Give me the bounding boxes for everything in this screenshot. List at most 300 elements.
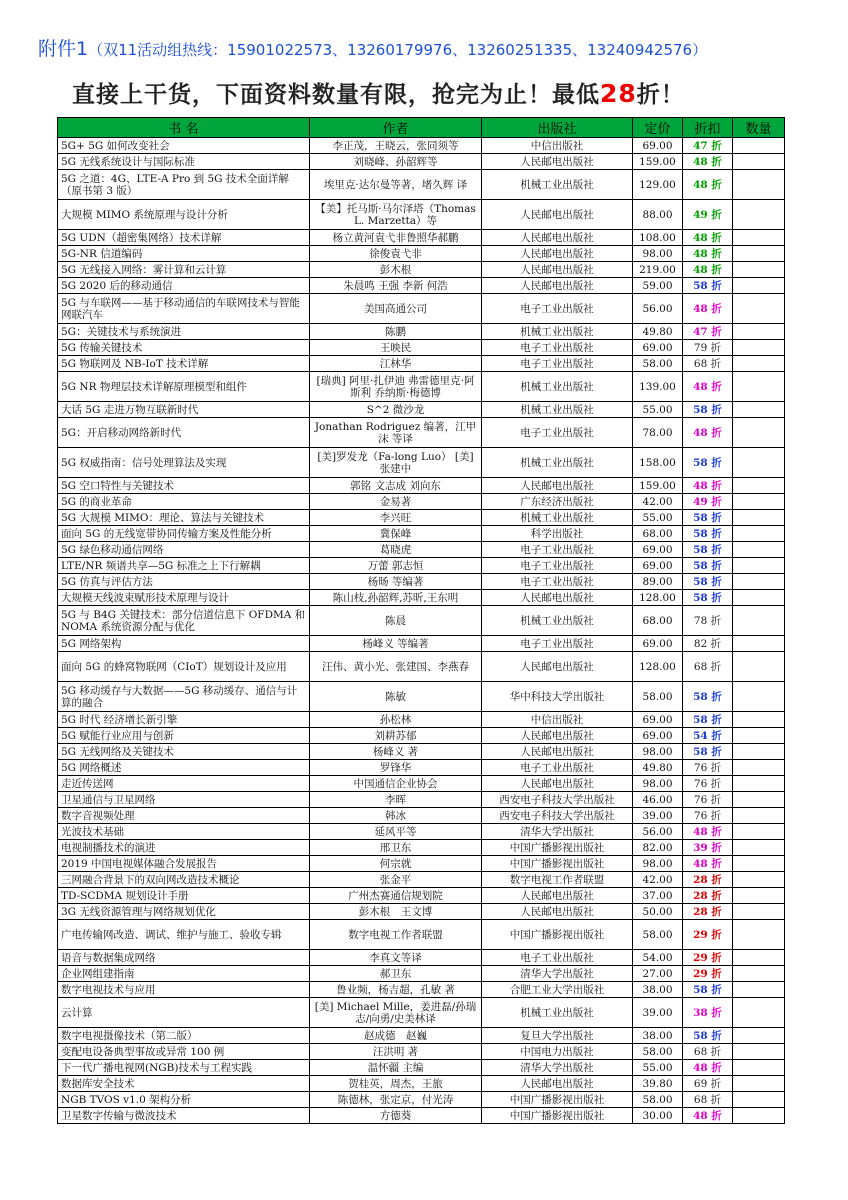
quantity-cell[interactable]: [733, 340, 785, 356]
publisher-cell: 中国广播影视出版社: [482, 1108, 633, 1124]
publisher-cell: 电子工业出版社: [482, 760, 633, 776]
book-title-cell: 三网融合背景下的双向网改造技术概论: [58, 872, 310, 888]
publisher-cell: 中信出版社: [482, 712, 633, 728]
discount-cell: 58 折: [683, 590, 733, 606]
discount-cell: 68 折: [683, 1044, 733, 1060]
quantity-cell[interactable]: [733, 372, 785, 402]
discount-cell: 58 折: [683, 982, 733, 998]
table-row: [58, 1092, 785, 1108]
discount-cell: 58 折: [683, 510, 733, 526]
price-cell: 55.00: [633, 1060, 683, 1076]
book-title-cell: 大规模天线波束赋形技术原理与设计: [58, 590, 310, 606]
author-cell: 陈德林，张定京，付光涛: [310, 1092, 482, 1108]
book-title-cell: 5G 赋能行业应用与创新: [58, 728, 310, 744]
column-header-price: 定价: [633, 118, 683, 138]
quantity-cell[interactable]: [733, 1076, 785, 1092]
price-cell: 98.00: [633, 744, 683, 760]
book-title-cell: 5G 无线网络及关键技术: [58, 744, 310, 760]
price-cell: 27.00: [633, 966, 683, 982]
quantity-cell[interactable]: [733, 402, 785, 418]
quantity-cell[interactable]: [733, 590, 785, 606]
book-title-cell: 5G 仿真与评估方法: [58, 574, 310, 590]
author-cell: 方德葵: [310, 1108, 482, 1124]
quantity-cell[interactable]: [733, 1092, 785, 1108]
quantity-cell[interactable]: [733, 998, 785, 1028]
discount-cell: 48 折: [683, 170, 733, 200]
quantity-cell[interactable]: [733, 246, 785, 262]
quantity-cell[interactable]: [733, 950, 785, 966]
discount-cell: 29 折: [683, 966, 733, 982]
publisher-cell: 人民邮电出版社: [482, 478, 633, 494]
quantity-cell[interactable]: [733, 1060, 785, 1076]
quantity-cell[interactable]: [733, 840, 785, 856]
price-cell: 158.00: [633, 448, 683, 478]
discount-cell: 48 折: [683, 1108, 733, 1124]
publisher-cell: 人民邮电出版社: [482, 904, 633, 920]
price-cell: 88.00: [633, 200, 683, 230]
quantity-cell[interactable]: [733, 558, 785, 574]
quantity-cell[interactable]: [733, 418, 785, 448]
quantity-cell[interactable]: [733, 294, 785, 324]
table-row: [58, 728, 785, 744]
author-cell: 杨峰义 著: [310, 744, 482, 760]
publisher-cell: 华中科技大学出版社: [482, 682, 633, 712]
publisher-cell: 机械工业出版社: [482, 372, 633, 402]
attachment-header: [38, 34, 707, 61]
discount-cell: 68 折: [683, 356, 733, 372]
table-row: [58, 558, 785, 574]
price-cell: 108.00: [633, 230, 683, 246]
table-row: [58, 776, 785, 792]
discount-cell: 48 折: [683, 824, 733, 840]
discount-cell: 76 折: [683, 792, 733, 808]
table-row: [58, 1060, 785, 1076]
price-cell: 68.00: [633, 526, 683, 542]
publisher-cell: 人民邮电出版社: [482, 590, 633, 606]
book-title-cell: 5G：开启移动网络新时代: [58, 418, 310, 448]
author-cell: 江林华: [310, 356, 482, 372]
author-cell: 杨旸 等编著: [310, 574, 482, 590]
price-cell: 56.00: [633, 824, 683, 840]
book-title-cell: 5G 传输关键技术: [58, 340, 310, 356]
price-cell: 49.80: [633, 324, 683, 340]
discount-cell: 39 折: [683, 840, 733, 856]
book-title-cell: 2019 中国电视媒体融合发展报告: [58, 856, 310, 872]
discount-cell: 48 折: [683, 478, 733, 494]
price-cell: 54.00: [633, 950, 683, 966]
attachment-label: 附件1: [38, 38, 89, 60]
table-row: [58, 824, 785, 840]
table-body: [58, 138, 785, 1124]
table-row: [58, 526, 785, 542]
publisher-cell: 中国广播影视出版社: [482, 1092, 633, 1108]
price-cell: 46.00: [633, 792, 683, 808]
discount-cell: 38 折: [683, 998, 733, 1028]
book-title-cell: 大规模 MIMO 系统原理与设计分析: [58, 200, 310, 230]
discount-cell: 58 折: [683, 1028, 733, 1044]
author-cell: Jonathan Rodriguez 编著，江甲沫 等译: [310, 418, 482, 448]
table-row: [58, 494, 785, 510]
price-cell: 69.00: [633, 712, 683, 728]
book-title-cell: 5G 无线接入网络：雾计算和云计算: [58, 262, 310, 278]
publisher-cell: 清华大学出版社: [482, 966, 633, 982]
author-cell: 郝卫东: [310, 966, 482, 982]
book-title-cell: 企业网组建指南: [58, 966, 310, 982]
book-title-cell: 5G 之道：4G、LTE-A Pro 到 5G 技术全面详解（原书第 3 版）: [58, 170, 310, 200]
quantity-cell[interactable]: [733, 494, 785, 510]
price-cell: 50.00: [633, 904, 683, 920]
discount-cell: 58 折: [683, 526, 733, 542]
author-cell: 彭木根: [310, 262, 482, 278]
book-title-cell: 数字电视摄像技术（第二版）: [58, 1028, 310, 1044]
quantity-cell[interactable]: [733, 278, 785, 294]
author-cell: 广州杰赛通信规划院: [310, 888, 482, 904]
price-cell: 69.00: [633, 558, 683, 574]
price-cell: 58.00: [633, 1092, 683, 1108]
publisher-cell: 中国广播影视出版社: [482, 920, 633, 950]
publisher-cell: 广东经济出版社: [482, 494, 633, 510]
book-title-cell: LTE/NR 频谱共享—5G 标准之上下行解耦: [58, 558, 310, 574]
book-title-cell: 5G 物联网及 NB-IoT 技术详解: [58, 356, 310, 372]
discount-cell: 78 折: [683, 606, 733, 636]
quantity-cell[interactable]: [733, 712, 785, 728]
author-cell: 赵成德 赵巍: [310, 1028, 482, 1044]
price-cell: 37.00: [633, 888, 683, 904]
book-title-cell: 数字音视频处理: [58, 808, 310, 824]
publisher-cell: 人民邮电出版社: [482, 278, 633, 294]
publisher-cell: 清华大学出版社: [482, 1060, 633, 1076]
author-cell: 李正茂，王晓云，张同须等: [310, 138, 482, 154]
table-row: [58, 154, 785, 170]
book-title-cell: 广电传输网改造、调试、维护与施工、验收专辑: [58, 920, 310, 950]
discount-cell: 29 折: [683, 920, 733, 950]
publisher-cell: 人民邮电出版社: [482, 230, 633, 246]
book-title-cell: 云计算: [58, 998, 310, 1028]
author-cell: 汪伟、黄小光、张建国、李燕春: [310, 652, 482, 682]
quantity-cell[interactable]: [733, 356, 785, 372]
price-cell: 58.00: [633, 920, 683, 950]
quantity-cell[interactable]: [733, 230, 785, 246]
price-cell: 159.00: [633, 154, 683, 170]
author-cell: 朱晨鸣 王强 李新 何浩: [310, 278, 482, 294]
price-cell: 56.00: [633, 294, 683, 324]
table-row: [58, 792, 785, 808]
discount-cell: 48 折: [683, 372, 733, 402]
discount-cell: 49 折: [683, 494, 733, 510]
quantity-cell[interactable]: [733, 170, 785, 200]
discount-cell: 58 折: [683, 542, 733, 558]
author-cell: 陈鹏: [310, 324, 482, 340]
table-row: [58, 278, 785, 294]
quantity-cell[interactable]: [733, 542, 785, 558]
promo-headline: [72, 76, 685, 109]
discount-cell: 48 折: [683, 262, 733, 278]
book-title-cell: 5G：关键技术与系统演进: [58, 324, 310, 340]
table-row: [58, 744, 785, 760]
quantity-cell[interactable]: [733, 856, 785, 872]
author-cell: 韩冰: [310, 808, 482, 824]
discount-cell: 47 折: [683, 138, 733, 154]
publisher-cell: 数字电视工作者联盟: [482, 872, 633, 888]
book-title-cell: 语音与数据集成网络: [58, 950, 310, 966]
quantity-cell[interactable]: [733, 982, 785, 998]
publisher-cell: 中国电力出版社: [482, 1044, 633, 1060]
table-row: [58, 920, 785, 950]
table-header-row: [58, 118, 785, 138]
author-cell: 刘耕苏郁: [310, 728, 482, 744]
column-header-book: 书 名: [58, 118, 310, 138]
discount-cell: 58 折: [683, 744, 733, 760]
book-title-cell: 5G 权威指南：信号处理算法及实现: [58, 448, 310, 478]
price-cell: 69.00: [633, 542, 683, 558]
quantity-cell[interactable]: [733, 1044, 785, 1060]
discount-cell: 58 折: [683, 682, 733, 712]
author-cell: 罗锋华: [310, 760, 482, 776]
price-cell: 128.00: [633, 652, 683, 682]
table-row: [58, 372, 785, 402]
quantity-cell[interactable]: [733, 138, 785, 154]
price-cell: 58.00: [633, 356, 683, 372]
discount-cell: 28 折: [683, 872, 733, 888]
book-title-cell: 3G 无线资源管理与网络规划优化: [58, 904, 310, 920]
publisher-cell: 中国广播影视出版社: [482, 856, 633, 872]
book-title-cell: 5G 无线系统设计与国际标准: [58, 154, 310, 170]
discount-cell: 82 折: [683, 636, 733, 652]
book-title-cell: 卫星数字传输与微波技术: [58, 1108, 310, 1124]
quantity-cell[interactable]: [733, 200, 785, 230]
table-row: [58, 712, 785, 728]
quantity-cell[interactable]: [733, 1028, 785, 1044]
quantity-cell[interactable]: [733, 574, 785, 590]
publisher-cell: 机械工业出版社: [482, 606, 633, 636]
quantity-cell[interactable]: [733, 776, 785, 792]
author-cell: 延风平等: [310, 824, 482, 840]
quantity-cell[interactable]: [733, 1108, 785, 1124]
price-cell: 69.00: [633, 728, 683, 744]
headline-number: 28: [600, 79, 637, 108]
quantity-cell[interactable]: [733, 636, 785, 652]
book-title-cell: 数据库安全技术: [58, 1076, 310, 1092]
book-title-cell: 5G 时代 经济增长新引擎: [58, 712, 310, 728]
quantity-cell[interactable]: [733, 966, 785, 982]
price-cell: 98.00: [633, 856, 683, 872]
book-title-cell: 5G 与车联网——基于移动通信的车联网技术与智能网联汽车: [58, 294, 310, 324]
author-cell: 埃里克·达尔曼等著，堵久辉 译: [310, 170, 482, 200]
table-row: [58, 356, 785, 372]
quantity-cell[interactable]: [733, 682, 785, 712]
author-cell: 冀保峰: [310, 526, 482, 542]
discount-cell: 54 折: [683, 728, 733, 744]
author-cell: 张金平: [310, 872, 482, 888]
discount-cell: 48 折: [683, 154, 733, 170]
price-cell: 58.00: [633, 682, 683, 712]
price-cell: 139.00: [633, 372, 683, 402]
book-title-cell: 面向 5G 的蜂窝物联网（CIoT）规划设计及应用: [58, 652, 310, 682]
author-cell: 鲁业频，杨吉超，孔敏 著: [310, 982, 482, 998]
discount-cell: 58 折: [683, 574, 733, 590]
book-title-cell: 5G 与 B4G 关键技术：部分信道信息下 OFDMA 和 NOMA 系统资源分配与优化: [58, 606, 310, 636]
price-cell: 38.00: [633, 982, 683, 998]
publisher-cell: 人民邮电出版社: [482, 888, 633, 904]
table-row: [58, 636, 785, 652]
column-header-author: 作者: [310, 118, 482, 138]
publisher-cell: 人民邮电出版社: [482, 652, 633, 682]
headline-after: 折！: [636, 82, 685, 108]
author-cell: 郭铭 文志成 刘向东: [310, 478, 482, 494]
table-row: [58, 294, 785, 324]
book-title-cell: 5G NR 物理层技术详解原理模型和组件: [58, 372, 310, 402]
table-row: [58, 542, 785, 558]
publisher-cell: 人民邮电出版社: [482, 262, 633, 278]
quantity-cell[interactable]: [733, 154, 785, 170]
price-cell: 89.00: [633, 574, 683, 590]
price-cell: 129.00: [633, 170, 683, 200]
publisher-cell: 电子工业出版社: [482, 542, 633, 558]
table-row: [58, 324, 785, 340]
quantity-cell[interactable]: [733, 510, 785, 526]
book-title-cell: 5G+ 5G 如何改变社会: [58, 138, 310, 154]
book-title-cell: 下一代广播电视网(NGB)技术与工程实践: [58, 1060, 310, 1076]
book-title-cell: 5G 2020 后的移动通信: [58, 278, 310, 294]
publisher-cell: 人民邮电出版社: [482, 200, 633, 230]
book-title-cell: 5G 大规模 MIMO：理论、算法与关键技术: [58, 510, 310, 526]
quantity-cell[interactable]: [733, 760, 785, 776]
discount-cell: 58 折: [683, 712, 733, 728]
book-title-cell: 大话 5G 走进万物互联新时代: [58, 402, 310, 418]
author-cell: 彭木根 王文博: [310, 904, 482, 920]
author-cell: 陈敏: [310, 682, 482, 712]
price-cell: 59.00: [633, 278, 683, 294]
quantity-cell[interactable]: [733, 920, 785, 950]
discount-cell: 58 折: [683, 448, 733, 478]
discount-cell: 47 折: [683, 324, 733, 340]
table-row: [58, 998, 785, 1028]
publisher-cell: 机械工业出版社: [482, 998, 633, 1028]
table-row: [58, 590, 785, 606]
publisher-cell: 人民邮电出版社: [482, 246, 633, 262]
quantity-cell[interactable]: [733, 824, 785, 840]
publisher-cell: 电子工业出版社: [482, 636, 633, 652]
table-row: [58, 760, 785, 776]
publisher-cell: 机械工业出版社: [482, 170, 633, 200]
author-cell: 贺桂英，周杰，王旅: [310, 1076, 482, 1092]
quantity-cell[interactable]: [733, 872, 785, 888]
author-cell: 杨峰义 等编著: [310, 636, 482, 652]
publisher-cell: 西安电子科技大学出版社: [482, 808, 633, 824]
author-cell: 何宗就: [310, 856, 482, 872]
quantity-cell[interactable]: [733, 478, 785, 494]
publisher-cell: 电子工业出版社: [482, 574, 633, 590]
discount-cell: 68 折: [683, 1092, 733, 1108]
price-cell: 159.00: [633, 478, 683, 494]
author-cell: 万蕾 郭志恒: [310, 558, 482, 574]
discount-cell: 48 折: [683, 856, 733, 872]
discount-cell: 48 折: [683, 246, 733, 262]
quantity-cell[interactable]: [733, 606, 785, 636]
book-title-cell: 5G 移动缓存与大数据——5G 移动缓存、通信与计算的融合: [58, 682, 310, 712]
table-row: [58, 808, 785, 824]
book-title-cell: 走近传送网: [58, 776, 310, 792]
publisher-cell: 中国广播影视出版社: [482, 840, 633, 856]
publisher-cell: 科学出版社: [482, 526, 633, 542]
discount-cell: 79 折: [683, 340, 733, 356]
book-title-cell: 光波技术基础: [58, 824, 310, 840]
price-cell: 69.00: [633, 340, 683, 356]
price-cell: 55.00: [633, 402, 683, 418]
publisher-cell: 机械工业出版社: [482, 402, 633, 418]
table-row: [58, 574, 785, 590]
author-cell: [美] Michael Mille，姜进磊/孙瑞志/向勇/史美林译: [310, 998, 482, 1028]
publisher-cell: 复旦大学出版社: [482, 1028, 633, 1044]
quantity-cell[interactable]: [733, 904, 785, 920]
price-cell: 98.00: [633, 246, 683, 262]
publisher-cell: 机械工业出版社: [482, 510, 633, 526]
column-header-discount: 折扣: [683, 118, 733, 138]
quantity-cell[interactable]: [733, 728, 785, 744]
price-cell: 30.00: [633, 1108, 683, 1124]
table-row: [58, 606, 785, 636]
quantity-cell[interactable]: [733, 744, 785, 760]
quantity-cell[interactable]: [733, 324, 785, 340]
discount-cell: 76 折: [683, 776, 733, 792]
author-cell: 数字电视工作者联盟: [310, 920, 482, 950]
table-row: [58, 1044, 785, 1060]
discount-cell: 48 折: [683, 230, 733, 246]
table-row: [58, 230, 785, 246]
author-cell: 金易著: [310, 494, 482, 510]
discount-cell: 58 折: [683, 278, 733, 294]
quantity-cell[interactable]: [733, 262, 785, 278]
quantity-cell[interactable]: [733, 792, 785, 808]
book-title-cell: 卫星通信与卫星网络: [58, 792, 310, 808]
quantity-cell[interactable]: [733, 448, 785, 478]
discount-cell: 49 折: [683, 200, 733, 230]
book-title-cell: 5G 绿色移动通信网络: [58, 542, 310, 558]
hotline-text: （双11活动组热线：15901022573、13260179976、13260251335、13240942576）: [88, 41, 708, 59]
author-cell: 美国高通公司: [310, 294, 482, 324]
author-cell: 邢卫东: [310, 840, 482, 856]
publisher-cell: 机械工业出版社: [482, 448, 633, 478]
author-cell: 陈晨: [310, 606, 482, 636]
price-cell: 39.00: [633, 808, 683, 824]
publisher-cell: 电子工业出版社: [482, 340, 633, 356]
discount-cell: 28 折: [683, 904, 733, 920]
author-cell: 李真文等译: [310, 950, 482, 966]
table-row: [58, 982, 785, 998]
price-cell: 42.00: [633, 872, 683, 888]
publisher-cell: 电子工业出版社: [482, 418, 633, 448]
book-price-table: [57, 117, 785, 1124]
price-cell: 128.00: [633, 590, 683, 606]
quantity-cell[interactable]: [733, 526, 785, 542]
quantity-cell[interactable]: [733, 888, 785, 904]
quantity-cell[interactable]: [733, 808, 785, 824]
book-title-cell: 面向 5G 的无线宽带协同传输方案及性能分析: [58, 526, 310, 542]
quantity-cell[interactable]: [733, 652, 785, 682]
author-cell: 温怀疆 主编: [310, 1060, 482, 1076]
discount-cell: 68 折: [683, 652, 733, 682]
author-cell: 陈山枝,孙韶辉,苏昕,王东明: [310, 590, 482, 606]
discount-cell: 48 折: [683, 418, 733, 448]
publisher-cell: 人民邮电出版社: [482, 154, 633, 170]
author-cell: [美]罗发龙（Fa-long Luo） [美]张建中: [310, 448, 482, 478]
book-title-cell: 5G-NR 信道编码: [58, 246, 310, 262]
price-cell: 55.00: [633, 510, 683, 526]
table-row: [58, 652, 785, 682]
author-cell: 汪洪明 著: [310, 1044, 482, 1060]
table-row: [58, 904, 785, 920]
price-cell: 69.00: [633, 138, 683, 154]
